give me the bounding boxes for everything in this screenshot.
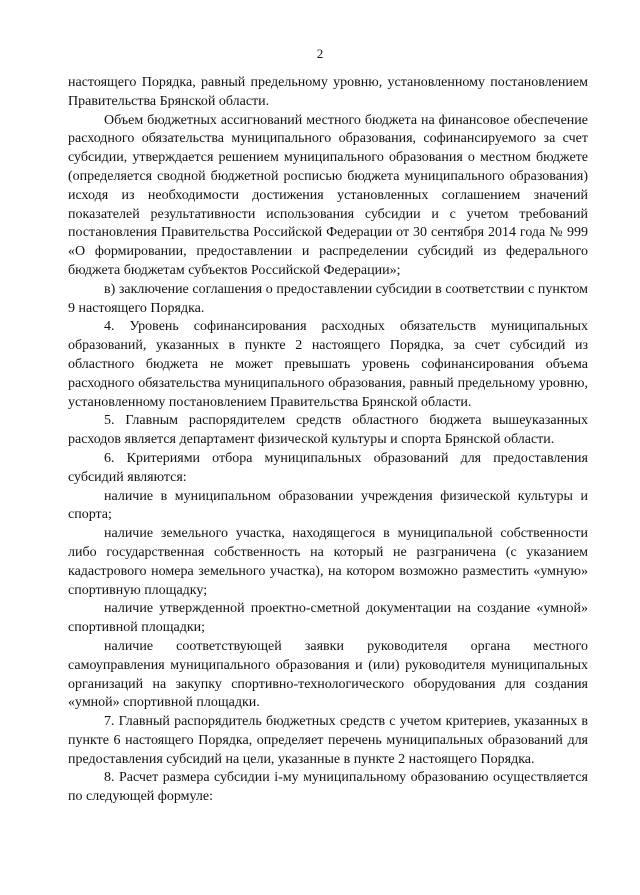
paragraph-item-7: 7. Главный распорядитель бюджетных средств с учетом критериев, указанных в пункте 6 настоящего Порядка, определяет перечень муниципальных образований для предоставления субсидий на цели, указанные в пункте 2 настоящего Порядка.	[68, 714, 588, 767]
paragraph-item-6: 6. Критериями отбора муниципальных образований для предоставления субсидий являются:	[68, 450, 588, 485]
paragraph-item-4: 4. Уровень софинансирования расходных обязательств муниципальных образований, указанных в пункте 2 настоящего Порядка, за счет субсидий из областного бюджета не может превышать уровень софинансирования объема расходного обязательства муниципального образования, равный предельному уровню, установленному постановлением Правительства Брянской области.	[68, 319, 588, 410]
paragraph-budget-allocation: Объем бюджетных ассигнований местного бюджета на финансовое обеспечение расходного обязательства муниципального образования, софинансируемого за счет субсидии, утверждается решением муниципального образования о местном бюджете (определяется сводной бюджетной росписью бюджета муниципального образования) исходя из необходимости достижения установленных соглашением значений показателей результативности использования субсидии и с учетом требований постановления Правительства Российской Федерации от 30 сентября 2014 года № 999 «О формировании, предоставлении и распределении субсидий из федерального бюджета бюджетам субъектов Российской Федерации»;	[68, 112, 588, 278]
paragraph-subitem-v: в) заключение соглашения о предоставлении субсидии в соответствии с пунктом 9 настоящего Порядка.	[68, 281, 588, 316]
criterion-design-documentation: наличие утвержденной проектно-сметной документации на создание «умной» спортивной площадки;	[68, 601, 588, 636]
paragraph-item-5: 5. Главным распорядителем средств областного бюджета вышеуказанных расходов является департамент физической культуры и спорта Брянской области.	[68, 413, 588, 448]
criterion-application: наличие соответствующей заявки руководителя органа местного самоуправления муниципального образования и (или) руководителя муниципальных организаций на закупку спортивно-технологического оборудования для создания «умной» спортивной площадки.	[68, 638, 588, 711]
document-body	[68, 74, 588, 807]
paragraph-continuation: настоящего Порядка, равный предельному уровню, установленному постановлением Правительства Брянской области.	[68, 75, 588, 109]
criterion-land-plot: наличие земельного участка, находящегося в муниципальной собственности либо государственная собственность на который не разграничена (с указанием кадастрового номера земельного участка), на котором возможно разместить «умную» спортивную площадку;	[68, 526, 588, 598]
page-number: 2	[316, 46, 324, 61]
paragraph-item-8: 8. Расчет размера субсидии i-му муниципальному образованию осуществляется по следующей формуле:	[68, 770, 588, 805]
criterion-sports-institution: наличие в муниципальном образовании учреждения физической культуры и спорта;	[68, 488, 588, 523]
